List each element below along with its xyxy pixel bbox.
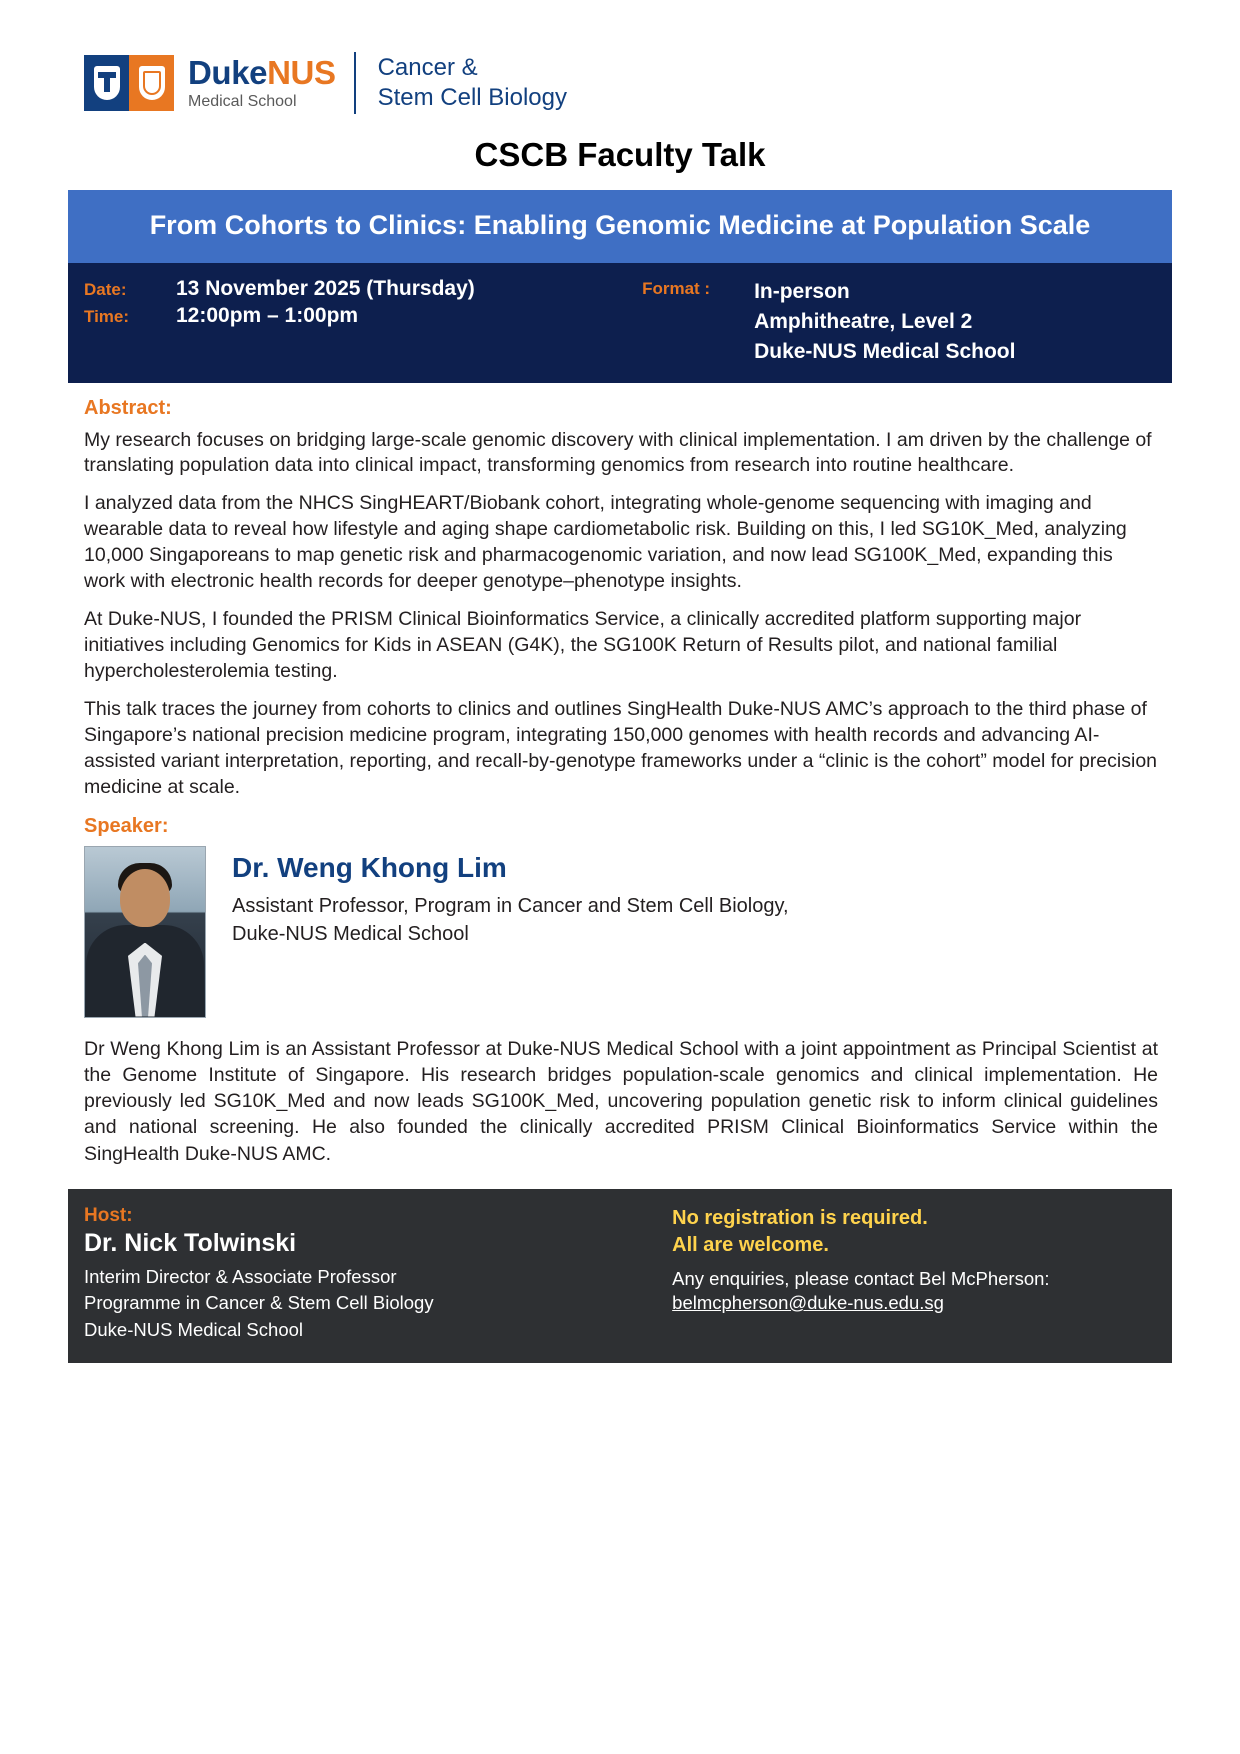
abstract-paragraph-1: My research focuses on bridging large-scale genomic discovery with clinical implementation. I am driven by the challenge of translating population data into clinical impact, transforming genomics from research into routine healthcare. bbox=[84, 428, 1152, 477]
speaker-info bbox=[206, 846, 789, 1018]
enquiry-text: Any enquiries, please contact Bel McPherson: bbox=[672, 1268, 1050, 1290]
date-label: Date: bbox=[84, 280, 127, 300]
logo-divider bbox=[354, 52, 356, 114]
event-details-bar bbox=[68, 263, 1172, 382]
format-values bbox=[754, 277, 1015, 366]
logo-title-duke: Duke bbox=[188, 54, 268, 91]
date-value: 13 November 2025 (Thursday) bbox=[176, 277, 475, 301]
event-format bbox=[642, 277, 1172, 366]
host-name: Dr. Nick Tolwinski bbox=[84, 1229, 297, 1258]
abstract-paragraph-3: At Duke-NUS, I founded the PRISM Clinical Bioinformatics Service, a clinically accredited platform supporting major initiatives including Genomics for Kids in ASEAN (G4K), the SG100K Return of Results pilot, and national familial hypercholesterolemia testing. bbox=[84, 608, 1082, 682]
brand-header bbox=[0, 0, 1240, 114]
nus-shield-icon bbox=[129, 55, 174, 111]
event-time-row bbox=[84, 304, 642, 328]
abstract-paragraph-2: I analyzed data from the NHCS SingHEART/Biobank cohort, integrating whole-genome sequencing with imaging and wearable data to reveal how lifestyle and aging shape cardiometabolic risk. Building on this, I led SG10K_Med, analyzing 10,000 Singaporeans to map genetic risk and pharmacogenomic variation, and now lead SG100K_Med, expanding this work with electronic health records for deeper genotype–phenotype insights. bbox=[84, 492, 1127, 593]
duke-shield-icon bbox=[84, 55, 129, 111]
duke-nus-logo bbox=[84, 55, 174, 111]
logo-unit bbox=[378, 53, 567, 113]
logo-subtitle: Medical School bbox=[188, 93, 297, 110]
main-content bbox=[0, 397, 1240, 1168]
speaker-block bbox=[84, 846, 1158, 1018]
speaker-role-line2: Duke-NUS Medical School bbox=[232, 922, 469, 945]
time-value: 12:00pm – 1:00pm bbox=[176, 304, 359, 328]
talk-title-banner: From Cohorts to Clinics: Enabling Genomic Medicine at Population Scale bbox=[68, 190, 1172, 263]
registration-note-1: No registration is required. bbox=[672, 1207, 928, 1230]
host-section bbox=[68, 1205, 664, 1343]
logo-unit-line1: Cancer & bbox=[377, 54, 478, 81]
speaker-role-line1: Assistant Professor, Program in Cancer and Stem Cell Biology, bbox=[232, 894, 789, 917]
time-label: Time: bbox=[84, 307, 130, 327]
contact-email-link[interactable]: belmcpherson@duke-nus.edu.sg bbox=[672, 1292, 944, 1314]
format-value-institution: Duke-NUS Medical School bbox=[754, 339, 1016, 363]
host-label: Host: bbox=[84, 1205, 133, 1227]
speaker-name: Dr. Weng Khong Lim bbox=[232, 851, 507, 883]
speaker-bio: Dr Weng Khong Lim is an Assistant Professor at Duke-NUS Medical School with a joint appointment as Principal Scientist at the Genome Institute of Singapore. His research bridges population-scale genomics and clinical implementation. He previously led SG10K_Med and now leads SG100K_Med, uncovering population genetic risk to inform clinical guidelines and national screening. He also founded the clinically accredited PRISM Clinical Bioinformatics Service within the SingHealth Duke-NUS AMC. bbox=[84, 1037, 1158, 1165]
host-line-3: Duke-NUS Medical School bbox=[84, 1318, 304, 1340]
speaker-photo bbox=[84, 846, 206, 1018]
speaker-label: Speaker: bbox=[84, 814, 169, 837]
abstract-label: Abstract: bbox=[84, 396, 172, 419]
logo-title-nus: NUS bbox=[267, 54, 336, 91]
format-value-venue: Amphitheatre, Level 2 bbox=[754, 309, 973, 333]
logo-unit-line2: Stem Cell Biology bbox=[377, 84, 568, 111]
event-date-row bbox=[84, 277, 642, 301]
logo-wordmark bbox=[188, 56, 336, 110]
footer-bar bbox=[68, 1189, 1172, 1363]
host-line-2: Programme in Cancer & Stem Cell Biology bbox=[84, 1292, 434, 1314]
page-title: CSCB Faculty Talk bbox=[474, 136, 766, 173]
format-label: Format : bbox=[642, 279, 711, 299]
format-value-mode: In-person bbox=[754, 280, 850, 304]
registration-section bbox=[664, 1205, 1172, 1343]
registration-note-2: All are welcome. bbox=[672, 1234, 829, 1257]
event-datetime bbox=[68, 277, 642, 366]
host-line-1: Interim Director & Associate Professor bbox=[84, 1266, 397, 1288]
abstract-paragraph-4: This talk traces the journey from cohorts to clinics and outlines SingHealth Duke-NUS AMC’s approach to the third phase of Singapore’s national precision medicine program, integrating 150,000 genomes with health records and advancing AI-assisted variant interpretation, reporting, and recall-by-genotype frameworks under a “clinic is the cohort” model for precision medicine at scale. bbox=[84, 697, 1158, 798]
